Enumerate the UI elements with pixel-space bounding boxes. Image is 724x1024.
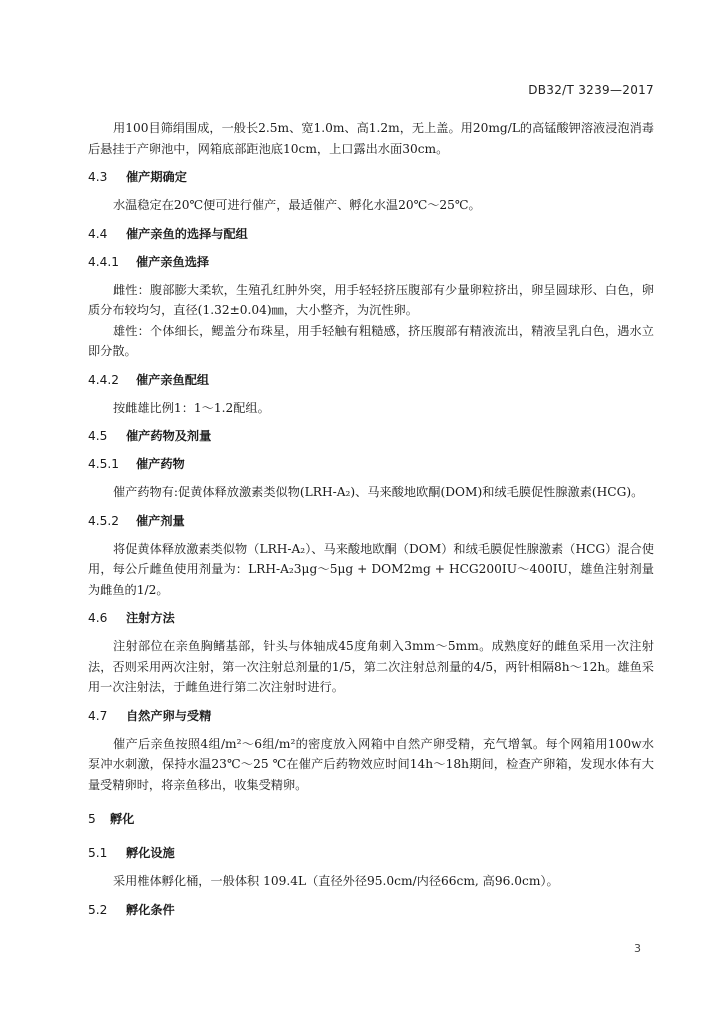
section-title: 催产亲鱼选择 [136, 254, 210, 269]
page-number: 3 [634, 942, 641, 955]
section-title: 催产期确定 [126, 170, 187, 184]
section-number: 4.5.1 [88, 457, 120, 471]
section-number: 4.3 [88, 170, 108, 184]
paragraph-4-7: 催产后亲鱼按照4组/m²～6组/m²的密度放入网箱中自然产卵受精，充气增氧。每个网箱用100w水泵冲水刺激，保持水温23℃～25 ℃在催产后药物效应时间14h～18h期间，检查产卵箱，发现水体有大量受精卵时，将亲鱼移出，收集受精卵。 [88, 736, 654, 792]
section-number: 4.4 [88, 226, 108, 241]
paragraph-4-5-2: 将促黄体释放激素类似物（LRH-A₂）、马来酸地欧酮（DOM）和绒毛膜促性腺激素（HCG）混合使用，每公斤雌鱼使用剂量为：LRH-A₂3μg～5μg + DOM2mg + HCG200IU～400IU，雄鱼注射剂量为雌鱼的1/2。 [88, 541, 654, 597]
section-number: 5.2 [88, 902, 108, 917]
paragraph-5-1: 采用椎体孵化桶，一般体积 109.4L（直径外径95.0cm/内径66cm, 高96.0cm）。 [113, 874, 559, 888]
section-title: 孵化条件 [126, 902, 175, 917]
heading-5-2 [88, 900, 654, 920]
section-title: 催产药物及剂量 [126, 429, 212, 443]
heading-4-5-2 [88, 511, 654, 531]
section-number: 5.1 [88, 846, 108, 860]
heading-4-6 [88, 608, 654, 628]
heading-4-4-1 [88, 252, 654, 272]
section-number: 5 [88, 812, 96, 826]
section-number: 4.5 [88, 429, 108, 443]
page-body [88, 118, 654, 928]
heading-5-1 [88, 843, 654, 863]
paragraph-4-3: 水温稳定在20℃便可进行催产，最适催产、孵化水温20℃～25℃。 [113, 198, 481, 212]
heading-4-5-1 [88, 454, 654, 474]
heading-4-4-2 [88, 370, 654, 390]
paragraph-male: 雄性：个体细长，鳃盖分布珠星，用手轻触有粗糙感，挤压腹部有精液流出，精液呈乳白色，遇水立即分散。 [88, 323, 654, 358]
section-title: 孵化设施 [126, 846, 175, 860]
paragraph-female: 雌性：腹部膨大柔软，生殖孔红肿外突，用手轻轻挤压腹部有少量卵粒挤出，卵呈圆球形、白色，卵质分布较均匀，直径(1.32±0.04)㎜，大小整齐，为沉性卵。 [88, 282, 654, 317]
paragraph-4-5-1: 催产药物有:促黄体释放激素类似物(LRH-A₂)、马来酸地欧酮(DOM)和绒毛膜促性腺激素(HCG)。 [113, 485, 644, 499]
section-title: 催产剂量 [136, 513, 185, 528]
heading-5 [88, 809, 654, 829]
standard-code: DB32/T 3239—2017 [528, 83, 654, 97]
section-title: 注射方法 [126, 611, 175, 625]
section-number: 4.6 [88, 611, 108, 625]
heading-4-5 [88, 426, 654, 446]
paragraph-net-cage: 用100目筛绢围成，一般长2.5m、宽1.0m、高1.2m，无上盖。用20mg/L的高锰酸钾溶液浸泡消毒后悬挂于产卵池中，网箱底部距池底10cm，上口露出水面30cm。 [88, 121, 654, 156]
heading-4-3 [88, 167, 654, 187]
section-title: 孵化 [110, 812, 135, 826]
section-number: 4.7 [88, 708, 108, 723]
paragraph-4-6: 注射部位在亲鱼胸鳍基部，针头与体轴成45度角刺入3mm～5mm。成熟度好的雌鱼采用一次注射法，否则采用两次注射，第一次注射总剂量的1/5，第二次注射总剂量的4/5，两针相隔8h～12h。雄鱼采用一次注射法，于雌鱼进行第二次注射时进行。 [88, 639, 654, 694]
heading-4-7 [88, 706, 654, 726]
section-title: 催产亲鱼配组 [136, 372, 210, 387]
section-title: 催产亲鱼的选择与配组 [126, 226, 248, 241]
paragraph-4-4-2: 按雌雄比例1：1～1.2配组。 [113, 400, 270, 415]
section-title: 自然产卵与受精 [126, 708, 212, 723]
section-number: 4.4.1 [88, 254, 120, 269]
section-number: 4.4.2 [88, 372, 120, 387]
heading-4-4 [88, 224, 654, 244]
section-number: 4.5.2 [88, 513, 120, 528]
section-title: 催产药物 [136, 457, 185, 471]
